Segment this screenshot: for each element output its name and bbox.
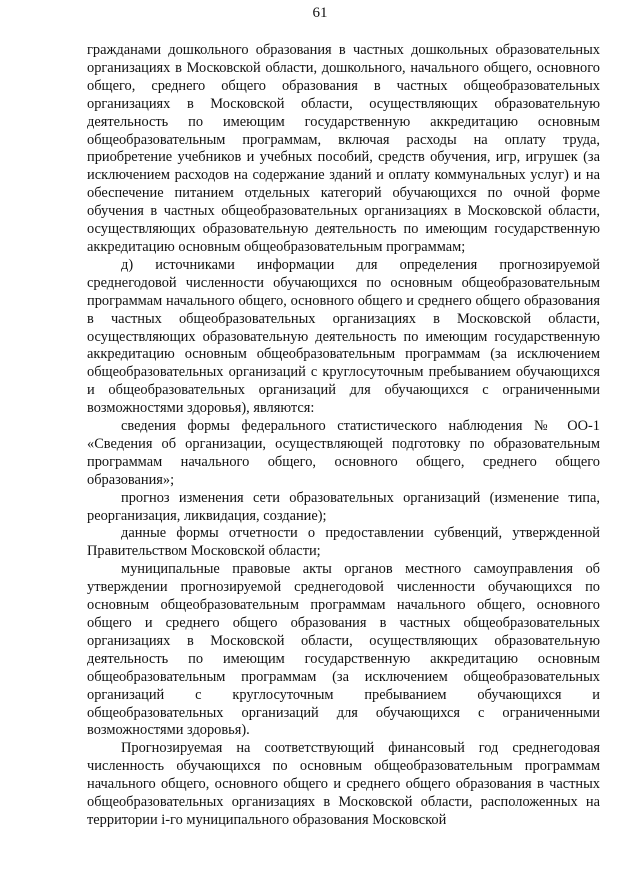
paragraph-municipal-acts: муниципальные правовые акты органов местного самоуправления об утверждении прогнозируемой среднегодовой численности обучающихся по основным общеобразовательным программам начального общего, основного общего и среднего общего образования в частных общеобразовательных организациях в Московской области, осуществляющих образовательную деятельность по имеющим государственную аккредитацию основным общеобразовательным программам (за исключением общеобразовательных организаций с круглосуточным пребыванием обучающихся и общеобразовательных организаций для обучающихся с ограниченными возможностями здоровья). xyxy=(87,561,600,739)
body-text xyxy=(87,42,600,830)
paragraph-network-forecast: прогноз изменения сети образовательных организаций (изменение типа, реорганизация, ликвидация, создание); xyxy=(87,489,600,524)
paragraph-reporting-form: данные формы отчетности о предоставлении субвенций, утвержденной Правительством Московской области; xyxy=(87,525,600,560)
paragraph-statistical-form: сведения формы федерального статистического наблюдения № ОО-1 «Сведения об организации, осуществляющей подготовку по образовательным программам начального общего, основного общего, среднего общего образования»; xyxy=(87,418,600,488)
page-number: 61 xyxy=(312,5,328,21)
paragraph-continuation: гражданами дошкольного образования в частных дошкольных образовательных организациях в Московской области, дошкольного, начального общего, основного общего, среднего общего образования в частных общеобразовательных организациях в Московской области, осуществляющих образовательную деятельность по имеющим государственную аккредитацию основным общеобразовательным программам, включая расходы на оплату труда, приобретение учебников и учебных пособий, средств обучения, игр, игрушек (за исключением расходов на содержание зданий и оплату коммунальных услуг) и на обеспечение питанием отдельных категорий обучающихся по очной форме обучения в частных общеобразовательных организациях в Московской области, осуществляющих образовательную деятельность по имеющим государственную аккредитацию основным общеобразовательным программам; xyxy=(87,42,600,255)
paragraph-item-d: д) источниками информации для определения прогнозируемой среднегодовой численности обучающихся по основным общеобразовательным программам начального общего, основного общего и среднего общего образования в частных общеобразовательных организациях в Московской области, осуществляющих образовательную деятельность по имеющим государственную аккредитацию основным общеобразовательным программам (за исключением общеобразовательных организаций с круглосуточным пребыванием обучающихся и общеобразовательных организаций для обучающихся с ограниченными возможностями здоровья), являются: xyxy=(87,256,600,417)
paragraph-forecast-count: Прогнозируемая на соответствующий финансовый год среднегодовая численность обучающихся по основным общеобразовательным программам начального общего, основного общего и среднего общего образования в частных общеобразовательных организациях в Московской области, расположенных на территории i-го муниципального образования Московской xyxy=(87,740,600,828)
